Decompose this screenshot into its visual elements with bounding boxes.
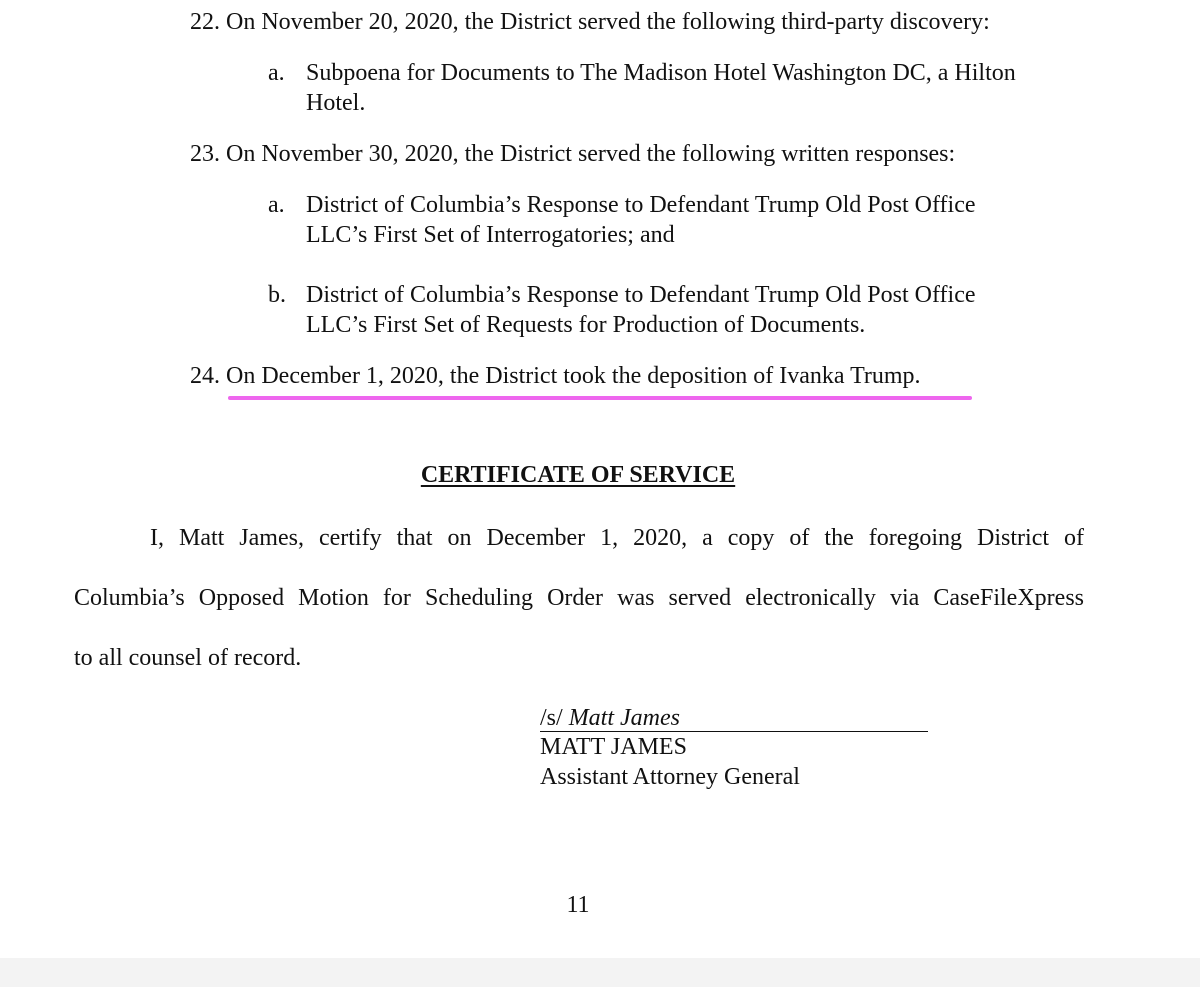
page-bottom-bar [0,958,1200,987]
highlight-underline [228,396,972,400]
paragraph-text: On December 1, 2020, the District took the deposition of Ivanka Trump. [226,363,921,389]
paragraph-text: On November 20, 2020, the District served the following third-party discovery: [226,9,990,35]
sub-item-text: Subpoena for Documents to The Madison Hotel Washington DC, a Hilton [306,60,1016,86]
signer-title: Assistant Attorney General [540,764,800,790]
signer-name: MATT JAMES [540,734,687,760]
signature-name-italic: Matt James [568,705,680,731]
paragraph-number: 23. [190,141,220,167]
paragraph-22 [190,7,990,37]
signature-prefix: /s/ [540,705,563,731]
paragraph-text: On November 30, 2020, the District served the following written responses: [226,141,956,167]
certificate-line-1: I, Matt James, certify that on December 1, 2020, a copy of the foregoing District of [150,525,1084,551]
paragraph-24 [190,361,921,391]
paragraph-number: 22. [190,9,220,35]
sub-item-marker: a. [268,60,285,86]
signature-line [540,705,928,732]
sub-item-text: LLC’s First Set of Requests for Production of Documents. [306,312,866,338]
page-number: 11 [566,892,590,918]
sub-item-marker: a. [268,192,285,218]
paragraph-23 [190,139,955,169]
sub-item-text: LLC’s First Set of Interrogatories; and [306,222,675,248]
certificate-line-2: Columbia’s Opposed Motion for Scheduling Order was served electronically via CaseFileXpress [74,585,1084,611]
sub-item-text: District of Columbia’s Response to Defendant Trump Old Post Office [306,192,976,218]
sub-item-marker: b. [268,282,286,308]
certificate-line-3: to all counsel of record. [74,645,302,671]
certificate-heading: CERTIFICATE OF SERVICE [420,462,736,488]
sub-item-text: District of Columbia’s Response to Defendant Trump Old Post Office [306,282,976,308]
sub-item-text: Hotel. [306,90,366,116]
paragraph-number: 24. [190,363,220,389]
